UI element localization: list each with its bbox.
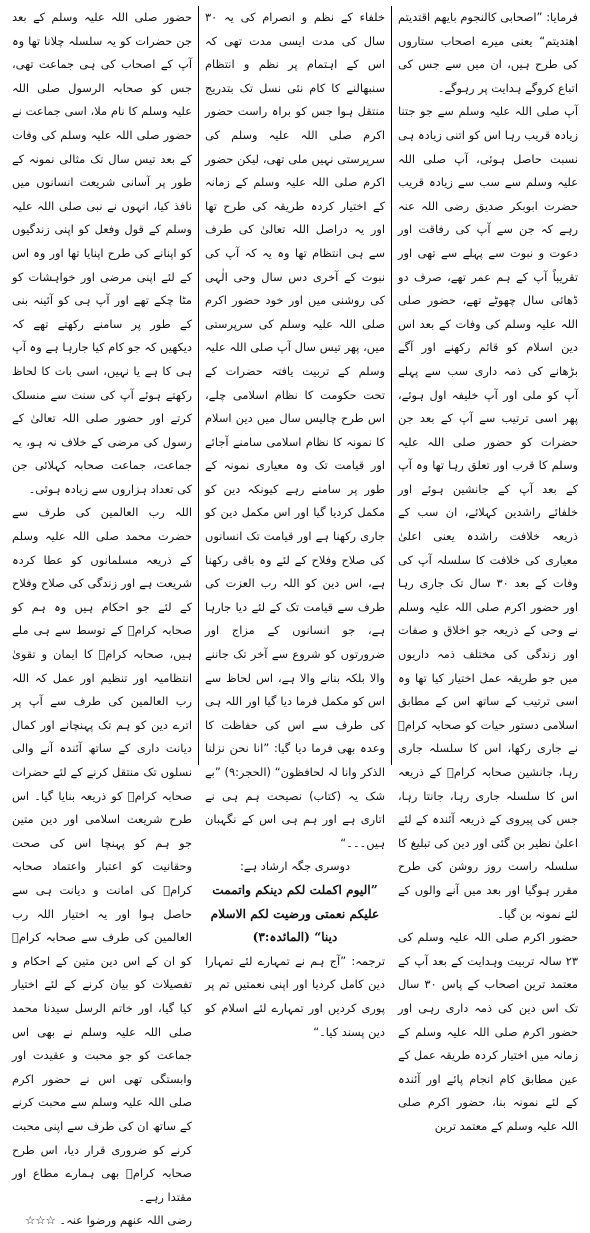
column-right (392, 6, 584, 1133)
paragraph: آپ صلی اللہ علیہ وسلم سے جو جتنا زیادہ قریب رہا اس کو اتنی زیادہ ہی نسبت حاصل ہوئی، آپ صلی اللہ علیہ وسلم سے سب سے زیادہ قریب حضرت ابوبکر صدیق رضی اللہ عنہ رہے کہ جن سے آپ کی رفاقت اور دعوت و نبوت سے پہلے سے تھی اور تقریباً آپ کے ہم عمر تھے، صرف دو ڈھائی سال چھوٹے تھے، حضور صلی اللہ علیہ وسلم کی وفات کے بعد اس دین اسلام کو قائم رکھنے اور آگے بڑھانے کی ذمہ داری سب سے پہلے آپ کو ملی اور آپ خلیفہ اول ہوئے، پھر اسی ترتیب سے آپ کے بعد جن حضرات کو حضور صلی اللہ علیہ وسلم کا قرب اور تعلق رہا تھا وہ آپ کے بعد آپ کے جانشین ہوئے اور خلفائے راشدین کہلائے، ان سب کے ذریعہ خلافت راشدہ یعنی اعلیٰ معیاری کی خلافت کا سلسلہ آپ کی وفات کے بعد ۳۰ سال تک جاری رہا اور حضور اکرم صلی اللہ علیہ وسلم نے وحی کے ذریعہ جو اخلاق و صفات اور زندگی کی مختلف ذمہ داریوں میں جو طریقہ عمل اختیار کیا تھا وہ اسی ترتیب کے ساتھ اس کے مطابق اسلامی دستور حیات کو صحابہ کرامؓ نے جاری رکھا، اس کا سلسلہ جاری رہا، جانشین صحابہ کرامؓ کے ذریعہ اس کا سلسلہ جاری رہا، جانتا رہا، جس کی پیروی کے ذریعہ آئندہ کے لئے اعلیٰ نظیر بن گئی اور دین کی تبلیغ کا سلسلہ راست روز روشن کی طرح مقرر ہوگیا اور بعد میں آنے والوں کے لئے نمونہ بن گیا۔ (398, 104, 578, 921)
paragraph: حضور اکرم صلی اللہ علیہ وسلم کی ۲۳ سالہ تربیت وہدایت کے بعد آپ کے معتمد ترین اصحاب کے پاس ۳۰ سال تک اس دین کی ذمہ داری رہی اور حضور اکرم صلی اللہ علیہ وسلم کے زمانہ میں اختیار کردہ طریقہ عمل کے عین مطابق کام انجام پائے اور آئندہ کے لئے نمونہ بنا، حضور اکرم صلی اللہ علیہ وسلم کے معتمد ترین (398, 930, 578, 1133)
column-left (6, 6, 199, 1228)
closing-line (12, 1209, 192, 1233)
paragraph: حضور صلی اللہ علیہ وسلم کے بعد جن حضرات کو یہ سلسلہ چلانا تھا وہ آپ کے اصحاب کی ہی جماعت تھی، جس کو صحابہ الرسول صلی اللہ علیہ وسلم کا نام ملا، اسی جماعت نے حضور صلی اللہ علیہ وسلم کی وفات کے بعد تیس سال تک مثالی نمونہ کے طور پر آسانی شریعت انسانوں میں نافذ کیا، انہوں نے نبی صلی اللہ علیہ وسلم کے قول وفعل کو اپنی زندگیوں کو اپنانے کی طرح اپنایا تھا اور وہ اس کے لئے اپنی مرضی اور خواہشات کو مٹا چکے تھے اور آپ ہی کو آئینہ بنی کے طور پر سامنے رکھتے تھے کہ دیکھیں کہ جو کام کیا جارہا ہے وہ آپ ہی کا ہے یا نہیں، اسی بات کا لحاظ رکھتے ہوئے آپ کی سنت سے منسلک کرتے اور حضور صلی اللہ تعالیٰ کے رسول کی مرضی کے خلاف نہ ہو، یہ جماعت، جماعت صحابہ کہلائی جن کی تعداد ہزاروں سے زیادہ ہوئی۔ (12, 10, 192, 496)
paragraph: ترجمہ: ”آج ہم نے تمہارے لئے تمہارا دین کامل کردیا اور اپنی نعمتیں تم پر پوری کردیں اور تمہارے لئے اسلام کو دین پسند کیا۔“ (205, 953, 385, 1039)
paragraph: خلفاء کے نظم و انصرام کی یہ ۳۰ سال کی مدت ایسی مدت تھی کہ اس کے اہتمام پر نظم و انتظام سنبھالنے کا کام نئی نسل تک بتدریج منتقل ہوا جس کو براہ راست حضور اکرم صلی اللہ علیہ وسلم کی سرپرستی نہیں ملی تھی، لیکن حضور اکرم صلی اللہ علیہ وسلم کے زمانہ کے اختیار کردہ طریقہ کی طرح تھا اور یہ دراصل اللہ تعالیٰ کی طرف سے ہی انتظام تھا وہ یہ کہ آپ کی نبوت کے آخری دس سال وحی الٰہی کی روشنی میں اور خود حضور اکرم صلی اللہ علیہ وسلم کی سرپرستی میں، پھر تیس سال آپ صلی اللہ علیہ وسلم کے تربیت یافتہ حضرات کے تحت حکومت کا نظام اسلامی چلے، اس طرح چالیس سال میں دین اسلام کا نمونہ کا نظام اسلامی سامنے آجائے اور قیامت تک وہ معیاری نمونہ کے طور پر سامنے رہے کیونکہ دین کو مکمل کردیا گیا اور اس مکمل دین کو جاری رکھنا ہے اور قیامت تک انسانوں کی صلاح وفلاح کے لئے وہ باقی رکھنا ہے، اس دین کو اللہ رب العزت کی طرف سے قیامت تک کے لئے دیا جارہا ہے، جو انسانوں کے مزاج اور ضرورتوں کو شروع سے آخر تک جاننے والا بلکہ بنانے والا ہے، اس لحاظ سے اس کو مکمل فرما دیا گیا اور اللہ ہی کی طرف سے اس کی حفاظت کا وعدہ بھی فرما دیا گیا: ”انا نحن نزلنا الذکر وانا لہ لحافظون“ (الحجر:۹) ”بے شک یہ (کتاب) نصیحت ہم ہی نے اتاری ہے اور ہم ہی اس کے نگہبان ہیں۔۔۔“ (205, 10, 385, 850)
paragraph: دوسری جگہ ارشاد ہے: (239, 859, 351, 874)
paragraph: فرمایا: ”اصحابی کالنجوم بایھم اقتدیتم اھتدیتم“ یعنی میرے اصحاب ستاروں کی طرح ہیں، ان میں سے جس کی اتباع کروگے ہدایت پر رہوگے۔ (398, 10, 578, 95)
three-column-layout (6, 6, 584, 1228)
column-middle (199, 6, 392, 1039)
paragraph: اللہ رب العالمین کی طرف سے حضرت محمد صلی اللہ علیہ وسلم کے ذریعہ مسلمانوں کو عطا کردہ شریعت ہے اور زندگی کی صلاح وفلاح کے لئے جو احکام ہیں وہ ہم کو صحابہ کرامؓ کے توسط سے ہی ملے ہیں، صحابہ کرامؓ کا ایمان و تقویٰ انتظامیہ اور تنظیم اور عمل کہ اللہ رب العالمین کی طرف سے آپ پر اترے دین کو ہم تک پہنچانے اور کمال دیانت داری کے ساتھ آئندہ آنے والی نسلوں تک منتقل کرنے کے لئے حضرات صحابہ کرامؓ کو ذریعہ بنایا گیا۔ اس طرح شریعت اسلامی اور دین متین جو ہم کو پہنچا اس کی صحت وحقانیت کو اعتبار واعتماد صحابہ کرامؓ کی امانت و دیانت ہی سے حاصل ہوا اور یہ اختیار اللہ رب العالمین کی طرف سے صحابہ کرامؓ کو ان کے اس دین متین کے احکام و تفصیلات کو بیان کرنے کے لئے اختیار کیا گیا، اور خاتم الرسل سیدنا محمد صلی اللہ علیہ وسلم نے بھی اس جماعت کو جو محبت و عقیدت اور وابستگی تھی اس نے حضور اکرم صلی اللہ علیہ وسلم سے محبت کرنے کے ساتھ ان کی طرف سے اپنی محبت کرنے کو ضروری قرار دیا، اس طرح صحابہ کرامؓ بھی ہمارے مطاع اور مقتدا رہے۔ (12, 505, 192, 1204)
star-ornament-icon: ☆☆☆ (25, 1213, 56, 1228)
closing-text: رضی اللہ عنھم ورضوا عنہ۔ (59, 1213, 192, 1228)
quran-verse: ”الیوم اکملت لکم دینکم واتممت علیکم نعمتی ورضیت لکم الاسلام دینا“ (المائدہ:۳) (210, 882, 380, 945)
